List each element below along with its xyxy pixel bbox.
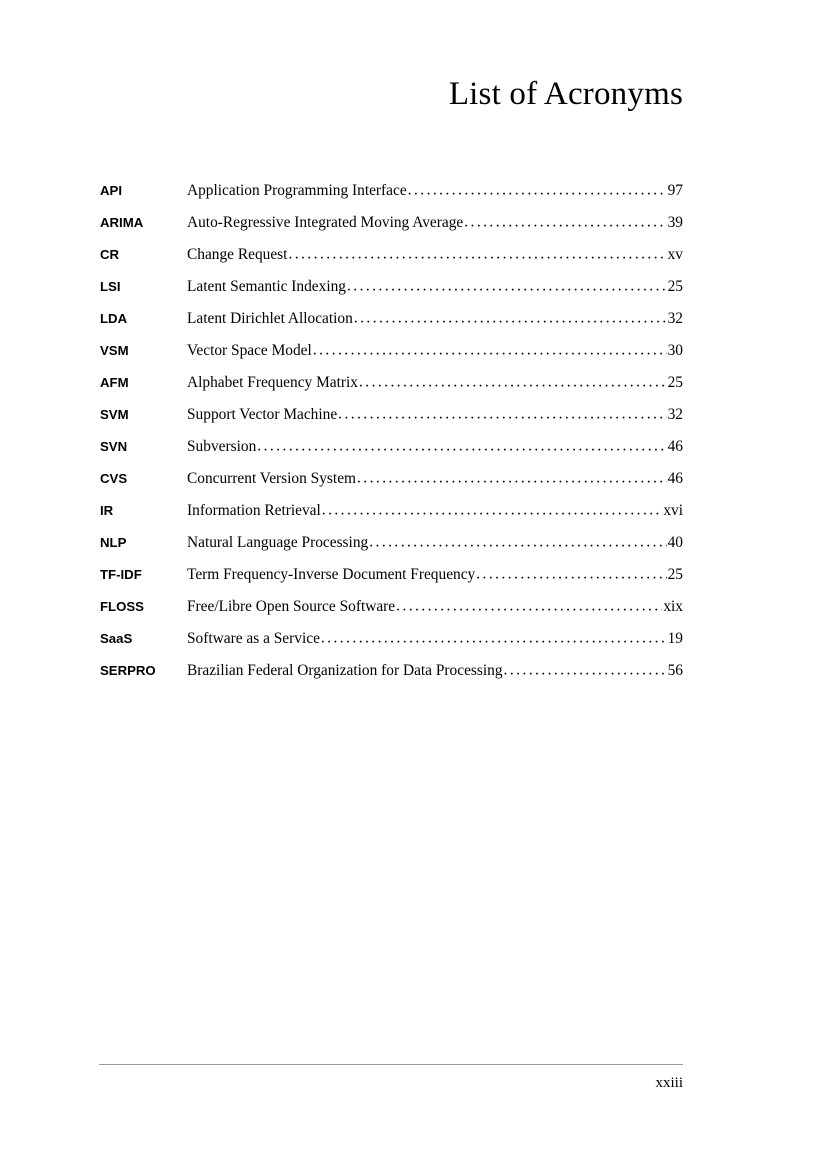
acronym-page-number: 40 — [667, 534, 683, 551]
acronym-description: Software as a Service — [187, 630, 320, 647]
dot-leader — [357, 471, 667, 487]
acronym-term: IR — [100, 503, 114, 518]
acronym-description: Application Programming Interface — [187, 182, 407, 199]
acronym-page-number: 25 — [667, 566, 683, 583]
acronym-term: SaaS — [100, 631, 133, 646]
acronym-page-number: 32 — [667, 310, 683, 327]
acronym-entry — [100, 279, 683, 311]
acronym-entry-body — [187, 407, 683, 423]
acronym-page-number: 46 — [667, 438, 683, 455]
acronym-page-number: 30 — [667, 342, 683, 359]
acronym-term: SERPRO — [100, 663, 156, 678]
acronym-term: VSM — [100, 343, 129, 358]
acronym-description: Information Retrieval — [187, 502, 321, 519]
acronym-term: NLP — [100, 535, 127, 550]
acronym-page-number: 25 — [667, 374, 683, 391]
acronym-description: Latent Semantic Indexing — [187, 278, 346, 295]
acronym-term: TF-IDF — [100, 567, 142, 582]
acronym-list — [100, 183, 683, 695]
acronym-description: Latent Dirichlet Allocation — [187, 310, 353, 327]
dot-leader — [359, 375, 667, 391]
acronym-entry-body — [187, 279, 683, 295]
acronym-page-number: 97 — [667, 182, 683, 199]
footer-divider — [99, 1064, 683, 1065]
acronym-entry — [100, 375, 683, 407]
acronym-entry — [100, 439, 683, 471]
acronym-entry — [100, 183, 683, 215]
acronym-entry-body — [187, 311, 683, 327]
dot-leader — [288, 247, 666, 263]
acronym-entry-body — [187, 471, 683, 487]
acronym-term: LDA — [100, 311, 128, 326]
acronym-description: Auto-Regressive Integrated Moving Average — [187, 214, 464, 231]
acronym-page-number: xix — [663, 598, 683, 615]
dot-leader — [396, 599, 662, 615]
acronym-entry-body — [187, 183, 683, 199]
dot-leader — [257, 439, 666, 455]
acronym-entry — [100, 503, 683, 535]
acronym-description: Support Vector Machine — [187, 406, 338, 423]
acronym-term: CVS — [100, 471, 128, 486]
acronym-description: Brazilian Federal Organization for Data Processing — [187, 662, 503, 679]
acronym-term: SVM — [100, 407, 129, 422]
acronym-entry-body — [187, 599, 683, 615]
acronym-description: Change Request — [187, 246, 288, 263]
acronym-description: Vector Space Model — [187, 342, 312, 359]
acronym-entry — [100, 407, 683, 439]
acronym-entry-body — [187, 215, 683, 231]
acronym-term: ARIMA — [100, 215, 144, 230]
acronym-description: Alphabet Frequency Matrix — [187, 374, 358, 391]
dot-leader — [313, 343, 667, 359]
dot-leader — [354, 311, 667, 327]
acronym-page-number: 19 — [667, 630, 683, 647]
acronym-page-number: 25 — [667, 278, 683, 295]
acronym-entry — [100, 343, 683, 375]
acronym-page-number: 46 — [667, 470, 683, 487]
dot-leader — [504, 663, 667, 679]
acronym-description: Natural Language Processing — [187, 534, 369, 551]
acronym-term: CR — [100, 247, 120, 262]
acronym-entry — [100, 215, 683, 247]
acronym-entry — [100, 567, 683, 599]
acronym-page-number: 32 — [667, 406, 683, 423]
acronym-page-number: 39 — [667, 214, 683, 231]
acronym-entry — [100, 311, 683, 343]
acronym-entry-body — [187, 631, 683, 647]
dot-leader — [321, 631, 667, 647]
acronym-entry-body — [187, 535, 683, 551]
acronym-entry-body — [187, 663, 683, 679]
acronym-entry — [100, 471, 683, 503]
acronym-page-number: 56 — [667, 662, 683, 679]
acronym-entry — [100, 599, 683, 631]
acronym-entry — [100, 663, 683, 695]
acronym-term: LSI — [100, 279, 121, 294]
acronym-entry — [100, 631, 683, 663]
acronym-entry-body — [187, 247, 683, 263]
acronym-description: Free/Libre Open Source Software — [187, 598, 396, 615]
page-number: xxiii — [655, 1075, 683, 1091]
acronym-entry-body — [187, 343, 683, 359]
acronym-term: API — [100, 183, 122, 198]
acronym-description: Concurrent Version System — [187, 470, 356, 487]
acronym-term: AFM — [100, 375, 129, 390]
acronym-page-number: xv — [667, 246, 683, 263]
acronym-entry-body — [187, 567, 683, 583]
acronym-description: Subversion — [187, 438, 257, 455]
acronym-entry-body — [187, 375, 683, 391]
page-title: List of Acronyms — [448, 76, 683, 113]
acronym-entry-body — [187, 503, 683, 519]
acronym-page-number: xvi — [663, 502, 683, 519]
dot-leader — [369, 535, 666, 551]
acronym-entry — [100, 247, 683, 279]
acronym-term: FLOSS — [100, 599, 144, 614]
dot-leader — [347, 279, 667, 295]
dot-leader — [338, 407, 666, 423]
acronym-term: SVN — [100, 439, 128, 454]
dot-leader — [476, 567, 666, 583]
acronym-entry — [100, 535, 683, 567]
dot-leader — [464, 215, 666, 231]
acronym-description: Term Frequency-Inverse Document Frequency — [187, 566, 476, 583]
acronym-entry-body — [187, 439, 683, 455]
dot-leader — [322, 503, 663, 519]
dot-leader — [408, 183, 667, 199]
